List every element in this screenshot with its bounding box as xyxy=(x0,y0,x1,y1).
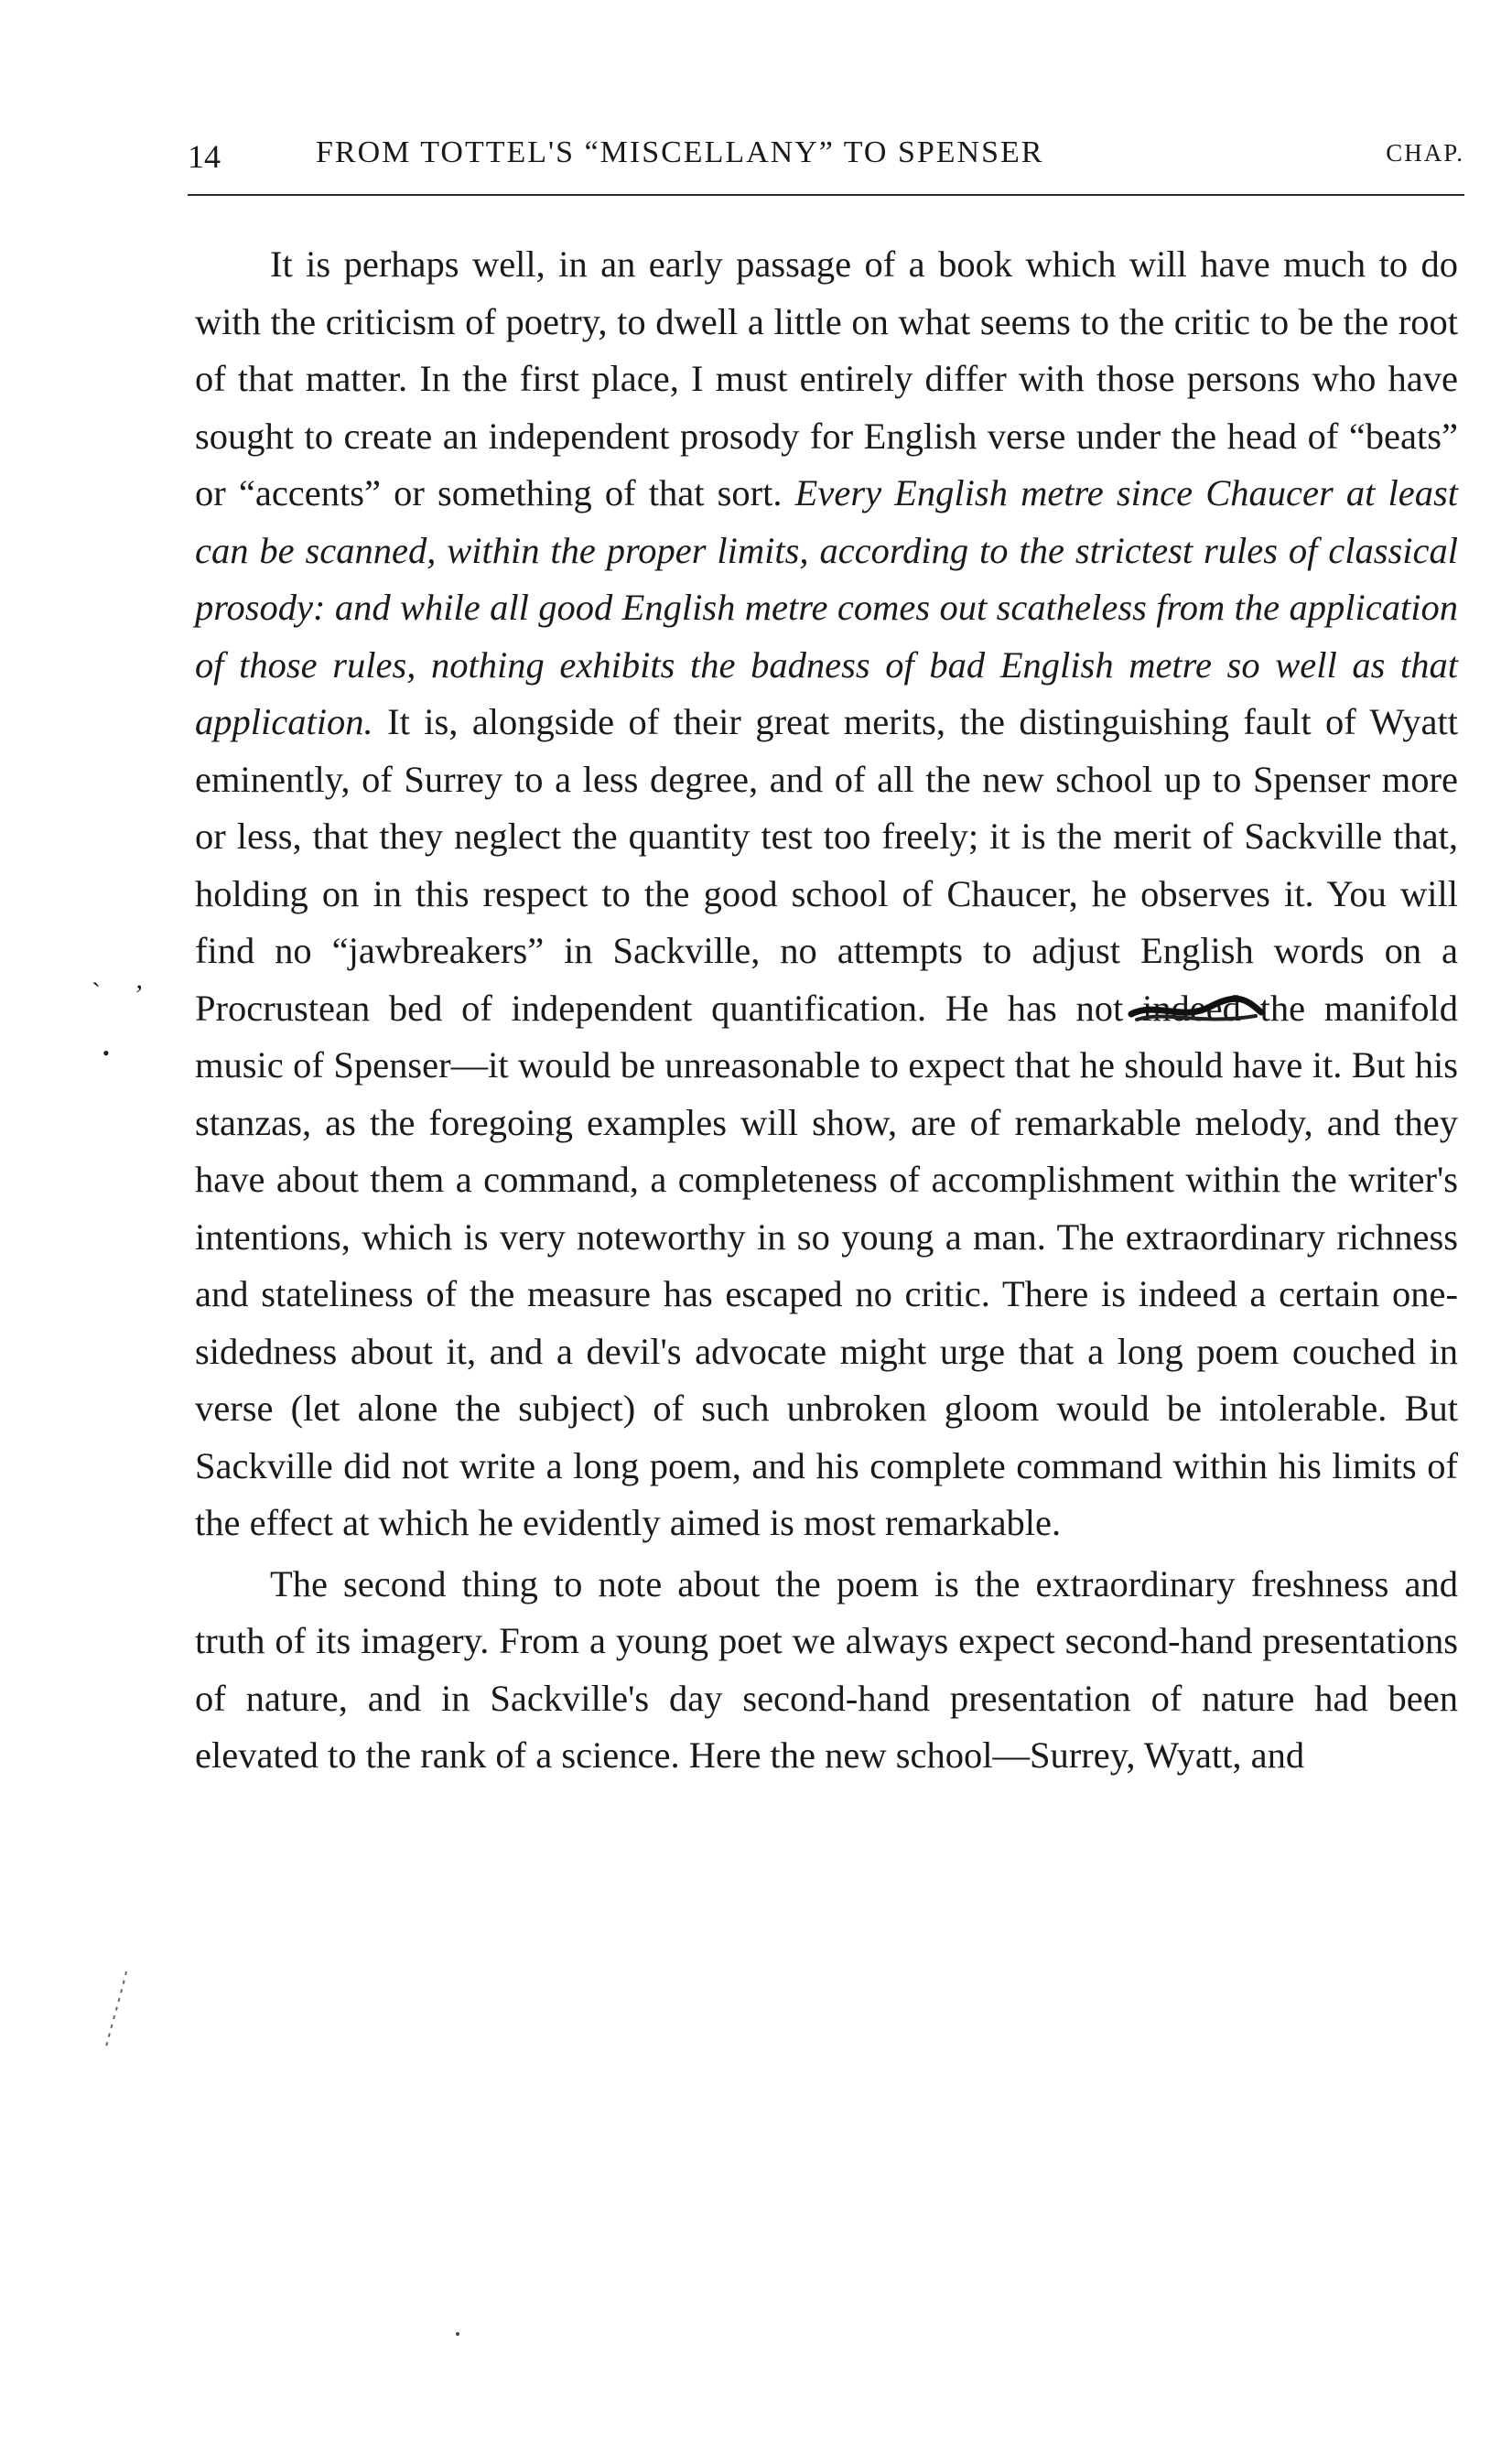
page-number: 14 xyxy=(188,138,221,175)
body-text xyxy=(195,236,1458,1785)
paragraph-1-italic-thesis: Every English metre since Chaucer at least can be scanned, within the proper limits, according to the strictest rules of classical prosody: and while all good English metre comes out scatheless from the application of those rules, nothing exhibits the badness of bad English metre so well as that application. xyxy=(195,472,1459,742)
margin-pencil-mark: ’ xyxy=(133,979,142,1010)
running-head xyxy=(188,135,1464,181)
stray-ink-dot xyxy=(456,2332,459,2336)
ink-scribble xyxy=(1128,994,1265,1027)
header-rule xyxy=(188,194,1464,196)
paragraph-2: The second thing to note about the poem is the extraordinary freshness and truth of its imagery. From a young poet we always expect second-hand presentations of nature, and in Sackville's day second-hand presentation of nature had been elevated to the rank of a science. Here the new school—Surrey, Wyatt, and xyxy=(195,1562,1458,1776)
chapter-label: CHAP. xyxy=(1386,139,1464,167)
paragraph-1 xyxy=(195,236,1458,1552)
margin-pencil-dot: • xyxy=(103,1042,110,1064)
margin-pencil-stroke xyxy=(99,1968,135,2050)
paragraph-1-lead: It is perhaps well, in an early passage of a book which will have much to do with the criticism of poetry, to dwell a little on what seems to the critic to be the root of that matter. In the first place, I must entirely differ with those persons who have sought to create an independent prosody for English verse under the head of “beats” or “accents” or something of that sort. xyxy=(195,243,1458,513)
margin-pencil-mark: ` xyxy=(92,978,101,1008)
running-title: FROM TOTTEL'S “MISCELLANY” TO SPENSER xyxy=(316,135,1044,169)
paragraph-1-rest: It is, alongside of their great merits, the distinguishing fault of Wyatt eminently, of Surrey to a less degree, and of all the new school up to Spenser more or less, that they neglect the quantity test too freely; it is the merit of Sackville that, holding on in this respect to the good school of Chaucer, he observes it. You will find no “jawbreakers” in Sackville, no attempts to adjust English words on a Procrustean bed of independent quantification. He has not indeed the manifold music of Spenser—it would be unreasonable to expect that he should have it. But his stanzas, as the foregoing examples will show, are of remarkable melody, and they have about them a command, a completeness of accomplishment within the writer's intentions, which is very noteworthy in so young a man. The extraordinary richness and stateliness of the measure has escaped no critic. There is indeed a certain one-sidedness about it, and a devil's advocate might urge that a long poem couched in verse (let alone the subject) of such unbroken gloom would be intolerable. But Sackville did not write a long poem, and his complete command within his limits of the effect at which he evidently aimed is most remarkable. xyxy=(195,701,1459,1543)
